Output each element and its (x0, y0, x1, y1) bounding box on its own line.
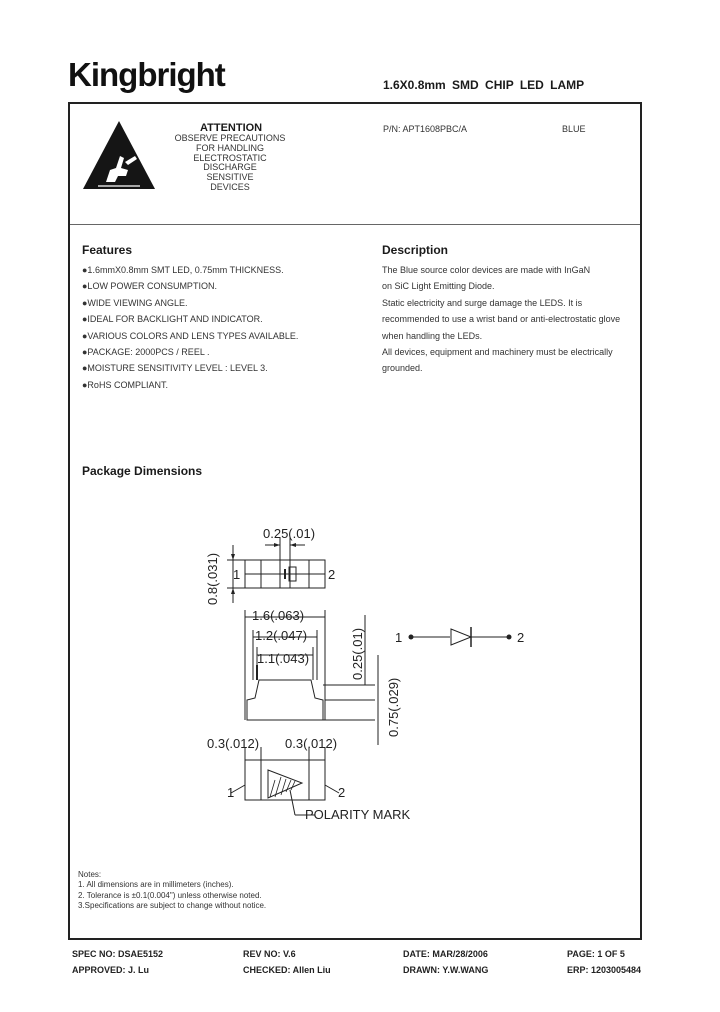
emitting-color: BLUE (562, 124, 586, 134)
polarity-mark-label: POLARITY MARK (305, 807, 411, 822)
dim-length3: 1.1(.043) (257, 651, 310, 666)
feature-item: ●IDEAL FOR BACKLIGHT AND INDICATOR. (82, 314, 263, 325)
description-line: grounded. (382, 363, 423, 374)
spec-number: SPEC NO: DSAE5152 (72, 949, 164, 959)
dim-thickness: 0.75(.029) (386, 677, 401, 737)
feature-item: ●RoHS COMPLIANT. (82, 379, 168, 390)
polarity-triangle (268, 770, 302, 798)
note-item: 2. Tolerance is ±0.1(0.004") unless otherwise noted. (78, 890, 262, 900)
esd-warning-icon (80, 118, 158, 192)
top-pin1-label: 1 (233, 567, 241, 582)
package-dimensions-heading: Package Dimensions (82, 464, 203, 478)
bottom-pin1-label: 1 (227, 785, 235, 800)
attention-line: ELECTROSTATIC (193, 152, 267, 163)
description-list (382, 262, 640, 377)
description-line: All devices, equipment and machinery must be electrically (382, 347, 613, 358)
attention-line: DEVICES (210, 181, 250, 192)
notes-section (78, 870, 266, 912)
attention-line: OBSERVE PRECAUTIONS (174, 133, 286, 143)
dim-length: 1.6(.063) (252, 608, 305, 623)
note-item: 3.Specifications are subject to change without notice. (78, 901, 267, 911)
top-view (227, 537, 325, 603)
feature-item: ●MOISTURE SENSITIVITY LEVEL : LEVEL 3. (82, 363, 268, 374)
dim-length2: 1.2(.047) (255, 628, 308, 643)
diode-symbol (451, 629, 471, 645)
feature-item: ●VARIOUS COLORS AND LENS TYPES AVAILABLE. (82, 330, 299, 341)
document-title: 1.6X0.8mm SMD CHIP LED LAMP (383, 78, 585, 92)
dim-side-right: 0.3(.012) (285, 736, 338, 751)
header-divider (70, 224, 640, 225)
description-line: The Blue source color devices are made with InGaN (382, 265, 591, 275)
description-heading: Description (382, 243, 449, 257)
feature-item: ●WIDE VIEWING ANGLE. (82, 297, 188, 308)
schematic-pin2-label: 2 (517, 630, 525, 645)
attention-line: DISCHARGE (203, 162, 257, 173)
dim-side-left: 0.3(.012) (207, 736, 260, 751)
document-date: DATE: MAR/28/2006 (403, 949, 488, 959)
feature-item: ●LOW POWER CONSUMPTION. (82, 281, 217, 292)
features-list (82, 262, 298, 393)
schematic-pin1-label: 1 (395, 630, 403, 645)
approved-by: APPROVED: J. Lu (72, 965, 150, 975)
description-line: on SiC Light Emitting Diode. (382, 281, 495, 292)
description-line: recommended to use a wrist band or anti-electrostatic glove (382, 314, 621, 325)
part-number: P/N: APT1608PBC/A (383, 124, 468, 134)
checked-by: CHECKED: Allen Liu (243, 965, 331, 975)
features-heading: Features (82, 243, 133, 257)
attention-text (168, 134, 292, 193)
dim-pad-width: 0.25(.01) (263, 526, 316, 541)
pin2-terminal (507, 635, 512, 640)
attention-title: ATTENTION (200, 122, 263, 134)
feature-item: ●1.6mmX0.8mm SMT LED, 0.75mm THICKNESS. (82, 265, 284, 275)
kingbright-logo: Kingbright (68, 56, 225, 93)
notes-title: Notes: (78, 870, 102, 879)
bottom-pin2-label: 2 (338, 785, 346, 800)
description-line: when handling the LEDs. (382, 330, 483, 341)
feature-item: ●PACKAGE: 2000PCS / REEL . (82, 347, 210, 358)
note-item: 1. All dimensions are in millimeters (inches). (78, 880, 234, 890)
attention-line: SENSITIVE (206, 172, 254, 183)
attention-line: FOR HANDLING (195, 142, 264, 153)
package-drawing (195, 515, 555, 830)
erp-number: ERP: 1203005484 (567, 965, 642, 975)
drawn-by: DRAWN: Y.W.WANG (403, 965, 489, 975)
description-line: Static electricity and surge damage the LEDS. It is (382, 297, 583, 308)
dim-height: 0.8(.031) (205, 552, 220, 605)
top-pin2-label: 2 (328, 567, 336, 582)
page-number: PAGE: 1 OF 5 (567, 949, 625, 959)
dim-top-offset: 0.25(.01) (350, 627, 365, 680)
revision-number: REV NO: V.6 (243, 949, 296, 959)
pin1-terminal (409, 635, 414, 640)
